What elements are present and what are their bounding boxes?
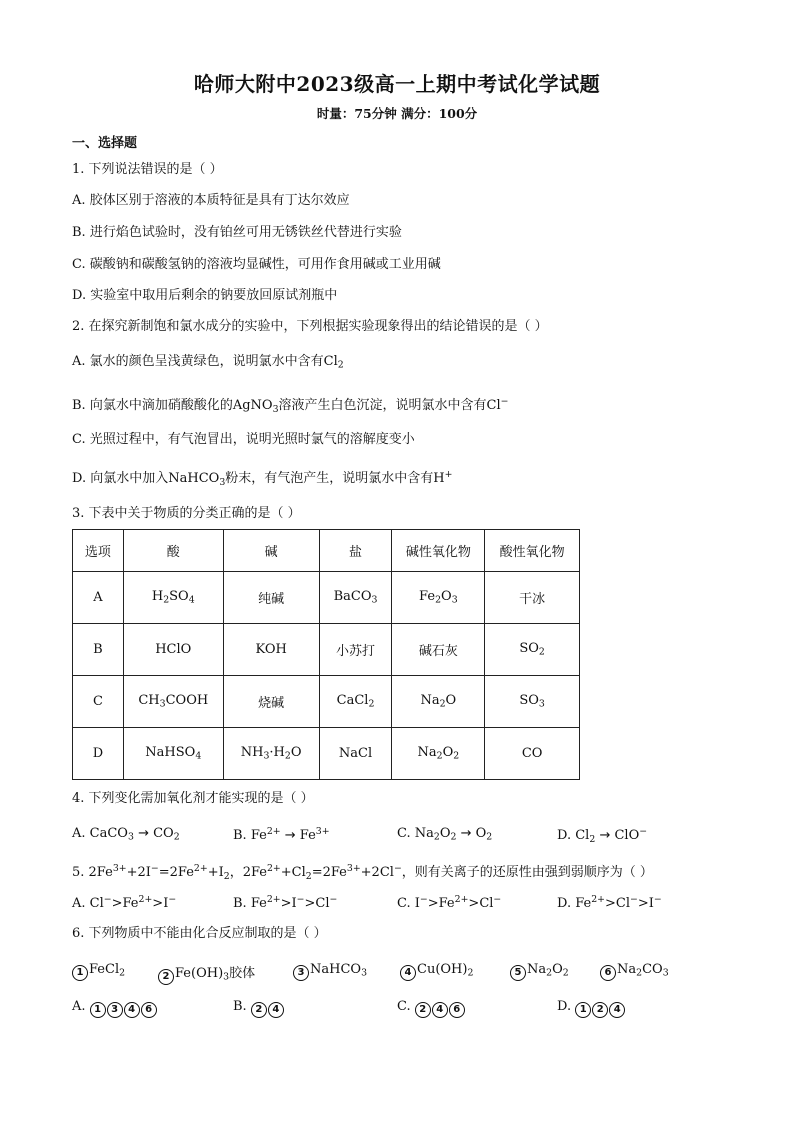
q5-option-d: D. $Fe^{2+}>Cl^->I^-$	[557, 894, 662, 912]
q3-stem: 3. 下表中关于物质的分类正确的是（ ）	[72, 506, 301, 521]
cell-salt-b: 小苏打	[319, 624, 392, 676]
q6-option-b: B. 2 4	[233, 999, 285, 1018]
q6-item-5: 5 $Na_2O_2$	[510, 962, 569, 981]
q2-b-ion: Cl	[486, 398, 501, 414]
cell-acid-c: $CH_3COOH$	[123, 676, 223, 728]
q4-option-c: C. $Na_2O_2 \to O_2$	[397, 826, 493, 843]
header-acid: 酸	[123, 530, 223, 572]
cell-base-a: 纯碱	[223, 572, 319, 624]
cell-basic-oxide-c: $Na_2O$	[392, 676, 485, 728]
q6-option-d: D. 1 2 4	[557, 999, 626, 1018]
q2-option-d	[72, 469, 452, 488]
q2-b-formula: AgNO	[232, 398, 273, 414]
cell-basic-oxide-d: $Na_2O_2$	[392, 728, 485, 780]
table-row	[73, 624, 580, 676]
q6-item-2: 2 $Fe(OH)_3$胶体	[158, 962, 255, 985]
q4-option-b: B. $Fe^{2+} \to Fe^{3+}$	[233, 826, 330, 844]
header-acidic-oxide: 酸性氧化物	[485, 530, 580, 572]
q2-a-formula: Cl	[323, 354, 338, 369]
q2-option-a	[72, 354, 344, 371]
q1-option-b: B. 进行焰色试验时，没有铂丝可用无锈铁丝代替进行实验	[72, 225, 402, 240]
q2-option-c: C. 光照过程中，有气泡冒出，说明光照时氯气的溶解度变小	[72, 432, 415, 447]
cell-basic-oxide-b: 碱石灰	[392, 624, 485, 676]
q6-option-c: C. 2 4 6	[397, 999, 466, 1018]
section-heading: 一、选择题	[72, 136, 138, 151]
cell-acid-a: $H_2SO_4$	[123, 572, 223, 624]
cell-salt-d: NaCl	[319, 728, 392, 780]
q2-d-subscript: 3	[219, 476, 226, 488]
cell-option-b: B	[73, 624, 124, 676]
cell-basic-oxide-a: $Fe_2O_3$	[392, 572, 485, 624]
q6-item-6: 6 $Na_2CO_3$	[600, 962, 669, 981]
cell-acid-b: HClO	[123, 624, 223, 676]
q6-item-3: 3 NaHCO$_3$	[293, 962, 367, 981]
classification-table	[72, 529, 580, 780]
q2-d-formula: NaHCO	[168, 471, 220, 487]
cell-salt-a: BaCO$_3$	[319, 572, 392, 624]
cell-option-d: D	[73, 728, 124, 780]
q5-option-b: B. $Fe^{2+}>I^->Cl^-$	[233, 894, 338, 912]
q5-stem: 5. $2Fe^{3+}+2I^-=2Fe^{2+}+I_2$，$2Fe^{2+}+Cl_2=2Fe^{3+}+2Cl^-$，则有关离子的还原性由强到弱顺序为（ ）	[72, 863, 653, 882]
cell-acidic-oxide-b: $SO_2$	[485, 624, 580, 676]
table-row	[73, 728, 580, 780]
q1-option-c: C. 碳酸钠和碳酸氢钠的溶液均显碱性，可用作食用碱或工业用碱	[72, 257, 441, 272]
cell-salt-c: CaCl$_2$	[319, 676, 392, 728]
q6-stem: 6. 下列物质中不能由化合反应制取的是（ ）	[72, 926, 327, 941]
exam-subtitle: 时量：75分钟 满分：100分	[316, 106, 478, 121]
q1-option-a: A. 胶体区别于溶液的本质特征是具有丁达尔效应	[72, 193, 350, 208]
header-salt: 盐	[319, 530, 392, 572]
q1-stem: 1. 下列说法错误的是（ ）	[72, 162, 223, 177]
q2-d-ion-charge: +	[444, 469, 453, 480]
q2-b-text: B. 向氯水中滴加硝酸酸化的	[72, 398, 233, 414]
table-header-row	[73, 530, 580, 572]
q2-a-text: A. 氯水的颜色呈浅黄绿色，说明氯水中含有	[72, 354, 324, 369]
cell-acidic-oxide-a: 干冰	[485, 572, 580, 624]
cell-base-b: KOH	[223, 624, 319, 676]
header-basic-oxide: 碱性氧化物	[392, 530, 485, 572]
q2-d-ion: H	[433, 471, 445, 487]
cell-acid-d: NaHSO$_4$	[123, 728, 223, 780]
q4-stem: 4. 下列变化需加氧化剂才能实现的是（ ）	[72, 791, 314, 806]
cell-base-c: 烧碱	[223, 676, 319, 728]
table-row	[73, 676, 580, 728]
q2-option-b	[72, 396, 509, 415]
exam-title: 哈师大附中2023级高一上期中考试化学试题	[193, 72, 601, 96]
header-option: 选项	[73, 530, 124, 572]
cell-acidic-oxide-c: $SO_3$	[485, 676, 580, 728]
q1-option-d: D. 实验室中取用后剩余的钠要放回原试剂瓶中	[72, 288, 338, 303]
q6-item-4: 4 $Cu(OH)_2$	[400, 962, 473, 981]
q2-d-text: D. 向氯水中加入	[72, 471, 169, 487]
header-base: 碱	[223, 530, 319, 572]
cell-option-a: A	[73, 572, 124, 624]
q6-item-1: 1 FeCl$_2$	[72, 962, 125, 981]
q2-b-text-2: 溶液产生白色沉淀，说明氯水中含有	[278, 398, 487, 414]
q4-option-a: A. CaCO$_3$ → $CO_2$	[72, 826, 180, 843]
q5-option-a: A. $Cl^->Fe^{2+}>I^-$	[72, 894, 177, 912]
q2-stem: 2. 在探究新制饱和氯水成分的实验中，下列根据实验现象得出的结论错误的是（ ）	[72, 319, 548, 334]
q2-a-subscript: 2	[337, 359, 344, 371]
q2-d-text-2: 粉末，有气泡产生，说明氯水中含有	[225, 471, 434, 487]
table-row	[73, 572, 580, 624]
cell-acidic-oxide-d: CO	[485, 728, 580, 780]
q2-b-subscript: 3	[272, 403, 279, 415]
q5-option-c: C. $I^->Fe^{2+}>Cl^-$	[397, 894, 502, 912]
cell-base-d: $NH_3\cdot H_2O$	[223, 728, 319, 780]
q2-b-ion-charge: −	[500, 396, 509, 407]
q6-option-a: A. 1 3 4 6	[72, 999, 158, 1018]
cell-option-c: C	[73, 676, 124, 728]
q4-option-d: D. $Cl_2 \to ClO^-$	[557, 826, 648, 845]
